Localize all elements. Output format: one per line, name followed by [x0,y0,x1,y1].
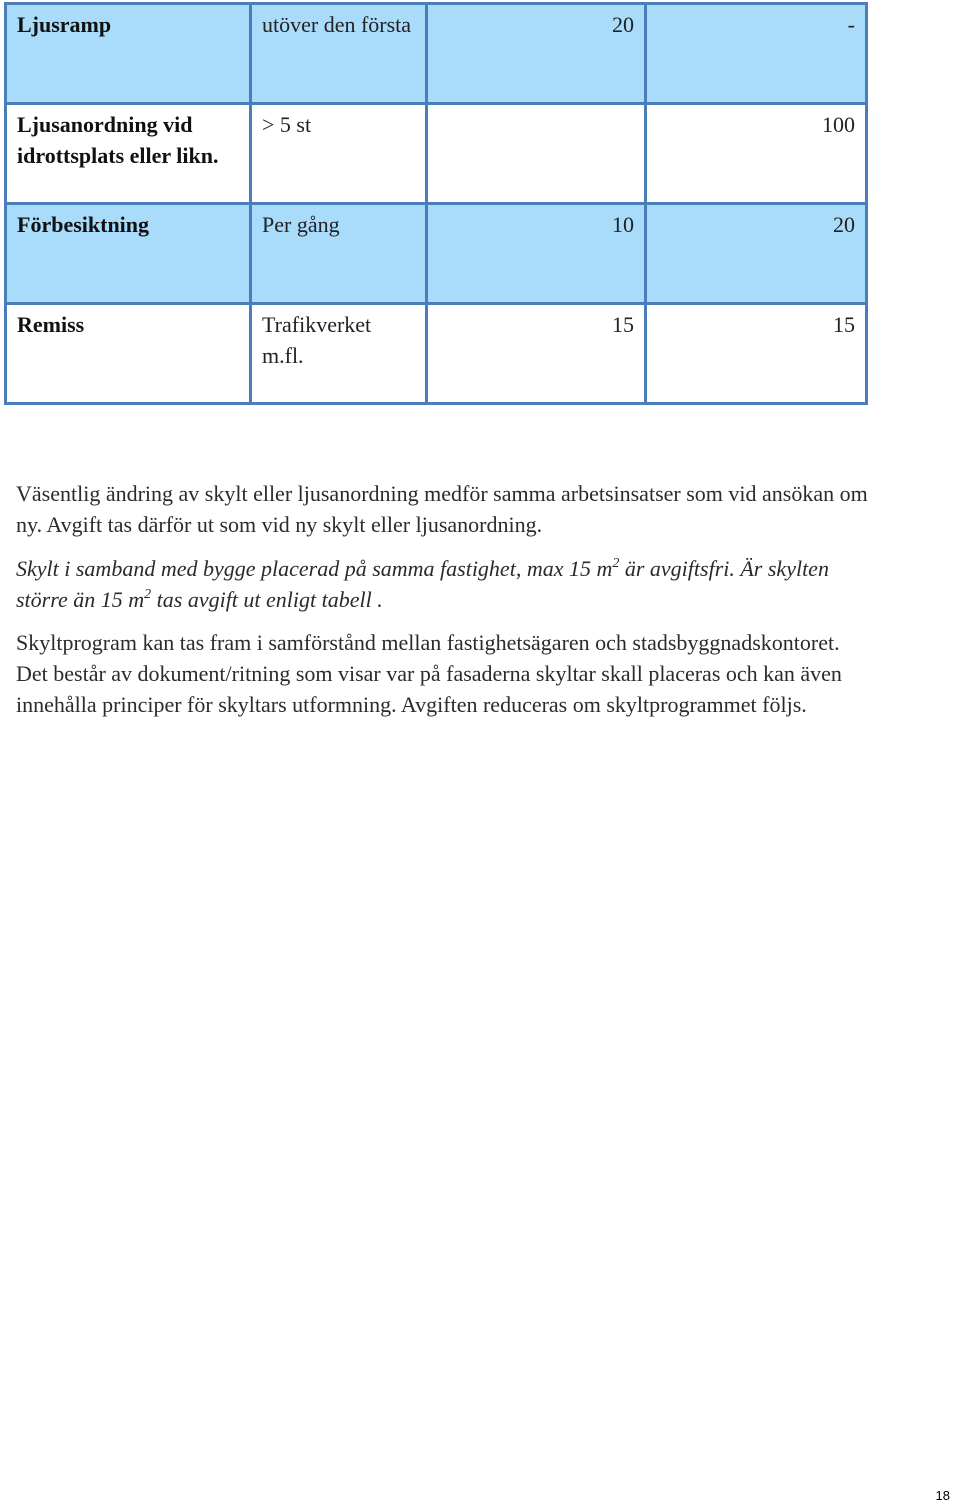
table-row [6,304,867,404]
paragraph-text: tas avgift ut enligt tabell . [151,587,383,612]
paragraph-text: Skylt i samband med bygge placerad på samma fastighet, max 15 m [16,556,613,581]
row-label: Ljusanordning vid idrottsplats eller likn. [6,104,251,204]
row-unit: Per gång [251,204,427,304]
row-label: Förbesiktning [6,204,251,304]
row-value-2: 15 [646,304,867,404]
page-number: 18 [935,1488,950,1503]
paragraph-modification: Väsentlig ändring av skylt eller ljusanordning medför samma arbetsinsatser som vid ansökan om ny. Avgift tas därför ut som vid ny skylt eller ljusanordning. [16,481,868,537]
superscript: 2 [144,587,152,602]
table-row [6,4,867,104]
row-unit: > 5 st [251,104,427,204]
row-value-1: 10 [427,204,646,304]
row-value-2: - [646,4,867,104]
row-label: Remiss [6,304,251,404]
row-unit: utöver den första [251,4,427,104]
row-value-1 [427,104,646,204]
paragraph-text: är avgiftsfri. Är skylten större än 15 m [16,556,829,612]
superscript: 2 [612,556,620,571]
fee-table [4,2,868,405]
row-label: Ljusramp [6,4,251,104]
row-value-1: 20 [427,4,646,104]
table-row [6,204,867,304]
row-value-2: 20 [646,204,867,304]
row-value-1: 15 [427,304,646,404]
table-row [6,104,867,204]
paragraph-sign-program: Skyltprogram kan tas fram i samförstånd mellan fastighetsägaren och stadsbyggnadskontoret. Det består av dokument/ritning som visar var på fasaderna skyltar skall placeras och kan även innehålla principer för skyltars utformning. Avgiften reduceras om skyltprogrammet följs. [16,630,842,717]
row-unit: Trafikverket m.fl. [251,304,427,404]
paragraph-construction-sign [16,553,876,615]
row-value-2: 100 [646,104,867,204]
